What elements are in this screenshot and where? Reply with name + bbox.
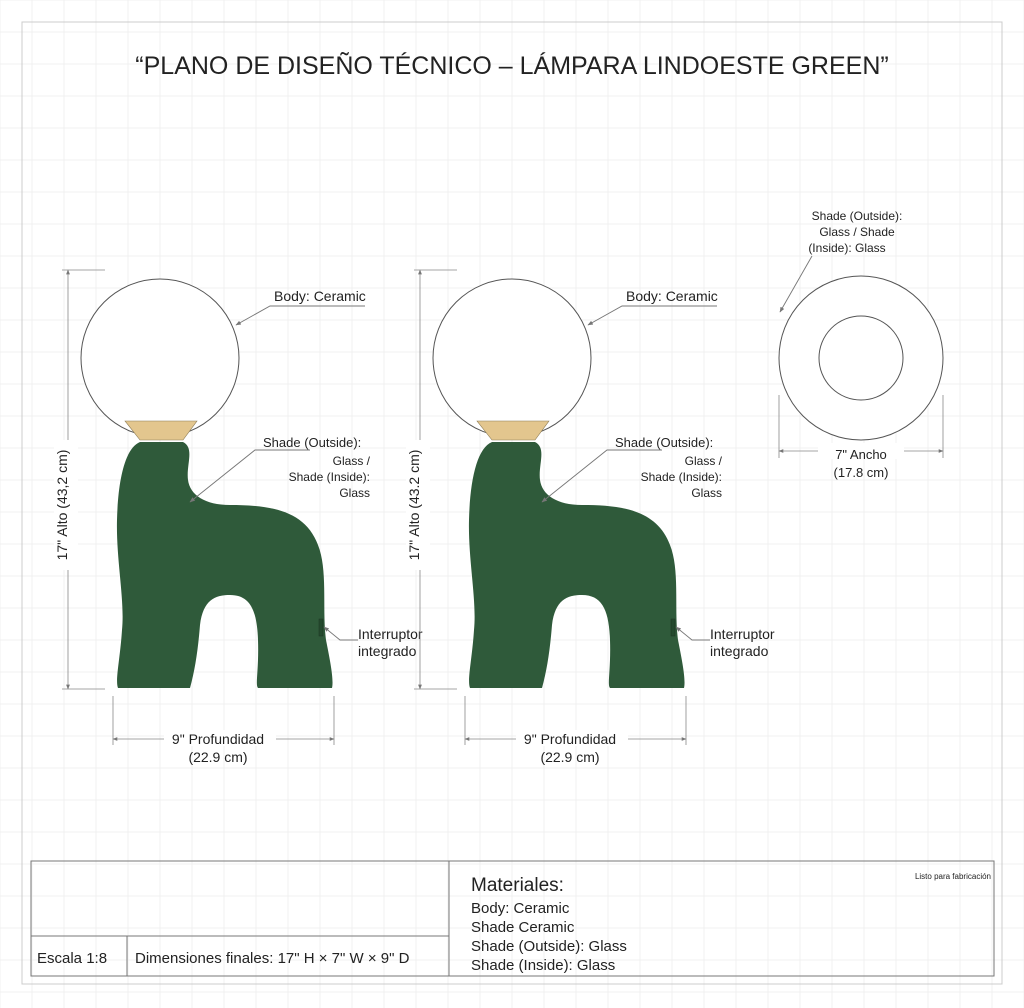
shade-label-4: Glass [691,486,722,500]
brass-neck [125,421,197,440]
switch [319,619,323,636]
top-shade-label-2: Glass / Shade [819,225,895,239]
switch-label-2: integrado [358,643,417,659]
body-label: Body: Ceramic [626,288,718,304]
width-dim-cm-label: (17.8 cm) [833,465,889,480]
top-shade-label-1: Shade (Outside): [811,209,903,223]
height-dim-label: 17" Alto (43.2 cm) [406,449,422,561]
brass-neck [477,421,549,440]
globe-shade [433,279,591,437]
shade-label-4: Glass [339,486,370,500]
body-leader [236,306,365,325]
status-label: Listo para fabricación [914,872,991,881]
shade-label-2: Glass / [684,454,722,468]
switch-label-2: integrado [710,643,769,659]
top-view [779,209,943,480]
shade-label-1: Shade (Outside): [615,435,714,450]
drawing-title: “PLANO DE DISEÑO TÉCNICO – LÁMPARA LINDOESTE GREEN” [135,52,889,80]
materials-heading: Materiales: [471,875,564,896]
switch-leader [676,627,710,640]
shade-label-3: Shade (Inside): [288,470,370,484]
side-view-1 [54,270,423,765]
depth-dim-cm-label: (22.9 cm) [188,749,248,765]
material-item: Shade Ceramic [471,919,575,936]
switch [671,619,675,636]
switch-label-1: Interruptor [710,626,775,642]
body-label: Body: Ceramic [274,288,366,304]
material-item: Shade (Inside): Glass [471,957,616,974]
inner-shade-circle [819,316,903,400]
width-dim-label: 7" Ancho [835,447,887,462]
body-leader [588,306,717,325]
switch-label-1: Interruptor [358,626,423,642]
depth-dim-cm-label: (22.9 cm) [540,749,600,765]
material-item: Shade (Outside): Glass [471,938,627,955]
shade-label-3: Shade (Inside): [640,470,722,484]
dimensions-label: Dimensiones finales: 17" H × 7" W × 9" D [135,950,410,967]
shade-label-2: Glass / [332,454,370,468]
title-block [31,861,994,976]
globe-shade [81,279,239,437]
top-shade-label-3: (Inside): Glass [808,241,886,255]
side-view-2 [406,270,775,765]
scale-label: Escala 1:8 [37,950,108,967]
material-item: Body: Ceramic [471,900,570,917]
height-dim-label: 17" Alto (43,2 cm) [54,449,70,561]
depth-dim-label: 9" Profundidad [171,731,265,747]
switch-leader [324,627,358,640]
depth-dim-label: 9" Profundidad [523,731,617,747]
shade-label-1: Shade (Outside): [263,435,362,450]
